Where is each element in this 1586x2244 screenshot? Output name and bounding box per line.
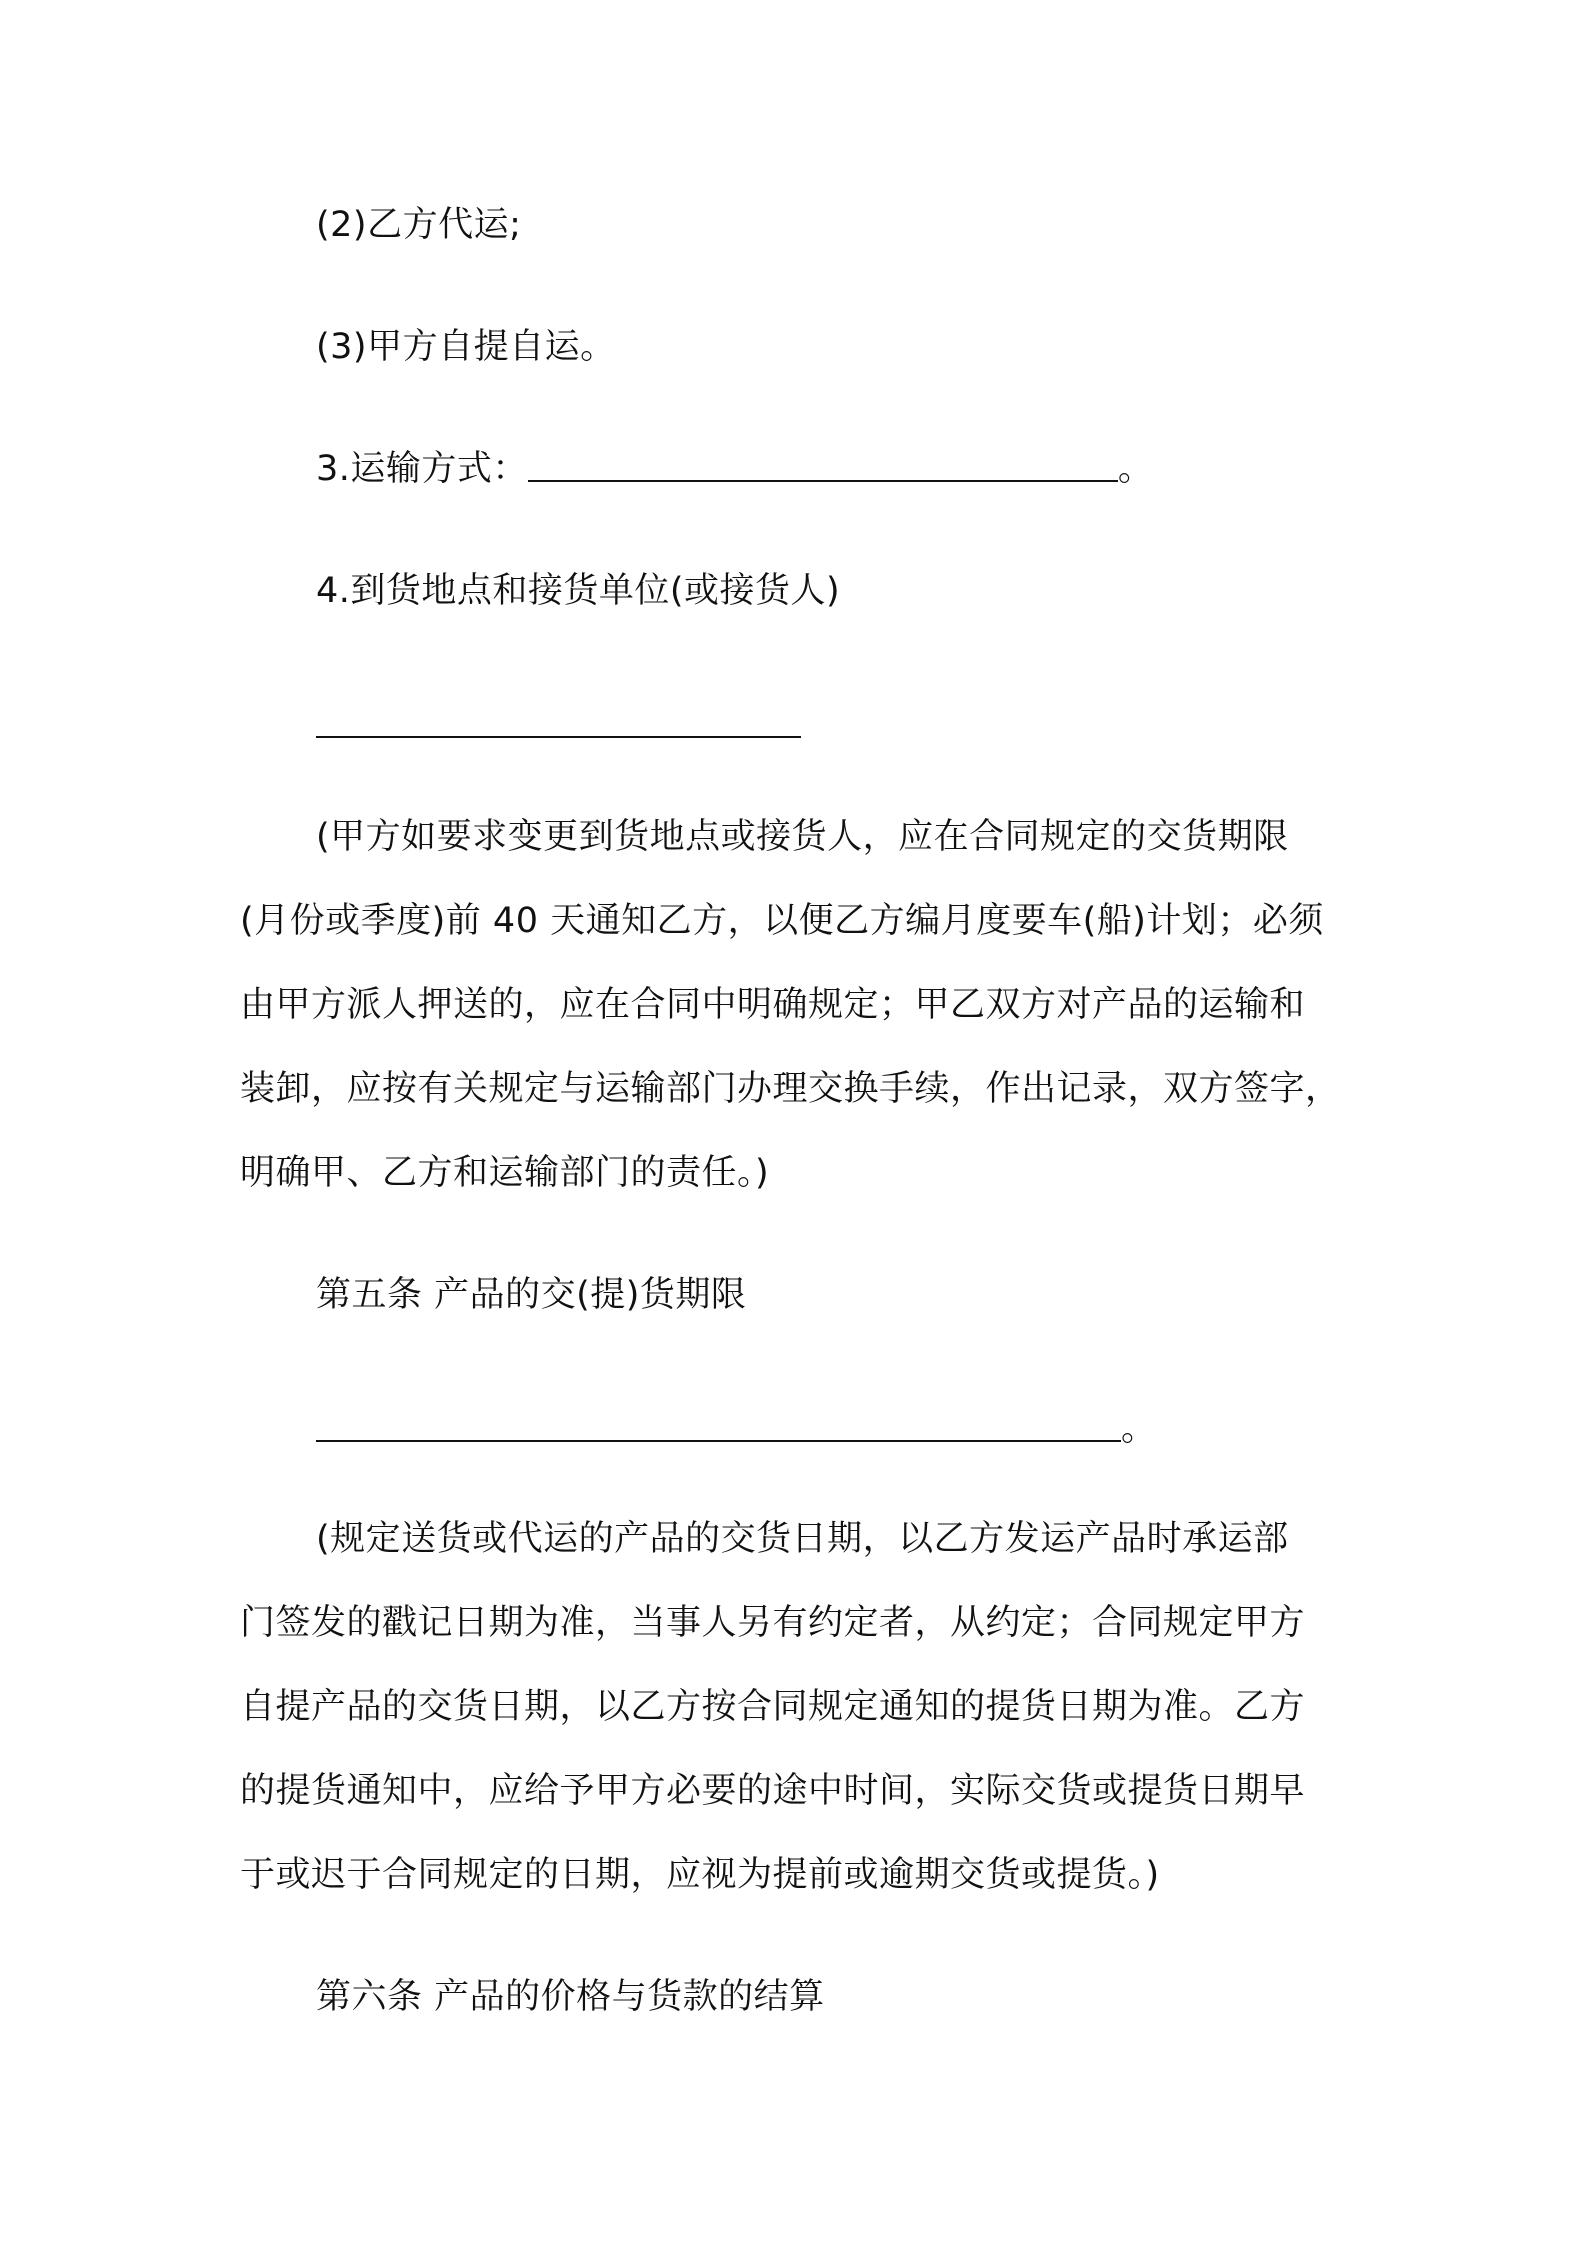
transport-method-end: 。 — [1117, 449, 1154, 489]
article-5-title: 第五条 产品的交(提)货期限 — [316, 1275, 747, 1315]
transport-method-label: 3.运输方式： — [316, 449, 528, 489]
article-6-title: 第六条 产品的价格与货款的结算 — [316, 1977, 825, 2017]
delivery-note-line-3: 由甲方派人押送的，应在合同中明确规定；甲乙双方对产品的运输和 — [240, 985, 1306, 1025]
article-5-note-line-1: (规定送货或代运的产品的交货日期，以乙方发运产品时承运部 — [316, 1519, 1289, 1559]
delivery-place-blank — [316, 694, 801, 738]
article-5-blank — [316, 1398, 1121, 1442]
article-5-end: 。 — [1121, 1409, 1157, 1449]
delivery-note-line-4: 装卸，应按有关规定与运输部门办理交换手续，作出记录，双方签字， — [240, 1069, 1341, 1109]
article-5-note-line-5: 于或迟于合同规定的日期，应视为提前或逾期交货或提货。) — [240, 1855, 1160, 1895]
article-5-note-line-3: 自提产品的交货日期，以乙方按合同规定通知的提货日期为准。乙方 — [240, 1687, 1306, 1727]
delivery-note-line-5: 明确甲、乙方和运输部门的责任。) — [240, 1153, 770, 1193]
article-5-note-line-2: 门签发的戳记日期为准，当事人另有约定者，从约定；合同规定甲方 — [240, 1603, 1306, 1643]
transport-method-blank — [528, 438, 1118, 482]
delivery-place-label: 4.到货地点和接货单位(或接货人) — [316, 571, 841, 611]
delivery-note-line-2: (月份或季度)前 40 天通知乙方，以便乙方编月度要车(船)计划；必须 — [240, 901, 1324, 941]
item-3-text: (3)甲方自提自运。 — [316, 327, 616, 367]
item-2-text: (2)乙方代运; — [316, 205, 522, 245]
article-5-note-line-4: 的提货通知中，应给予甲方必要的途中时间，实际交货或提货日期早 — [240, 1771, 1306, 1811]
transport-method-line — [316, 427, 1436, 511]
article-5-blank-line — [316, 1387, 1436, 1471]
delivery-place-blank-line — [316, 683, 1436, 767]
delivery-note-line-1: (甲方如要求变更到货地点或接货人，应在合同规定的交货期限 — [316, 817, 1289, 857]
